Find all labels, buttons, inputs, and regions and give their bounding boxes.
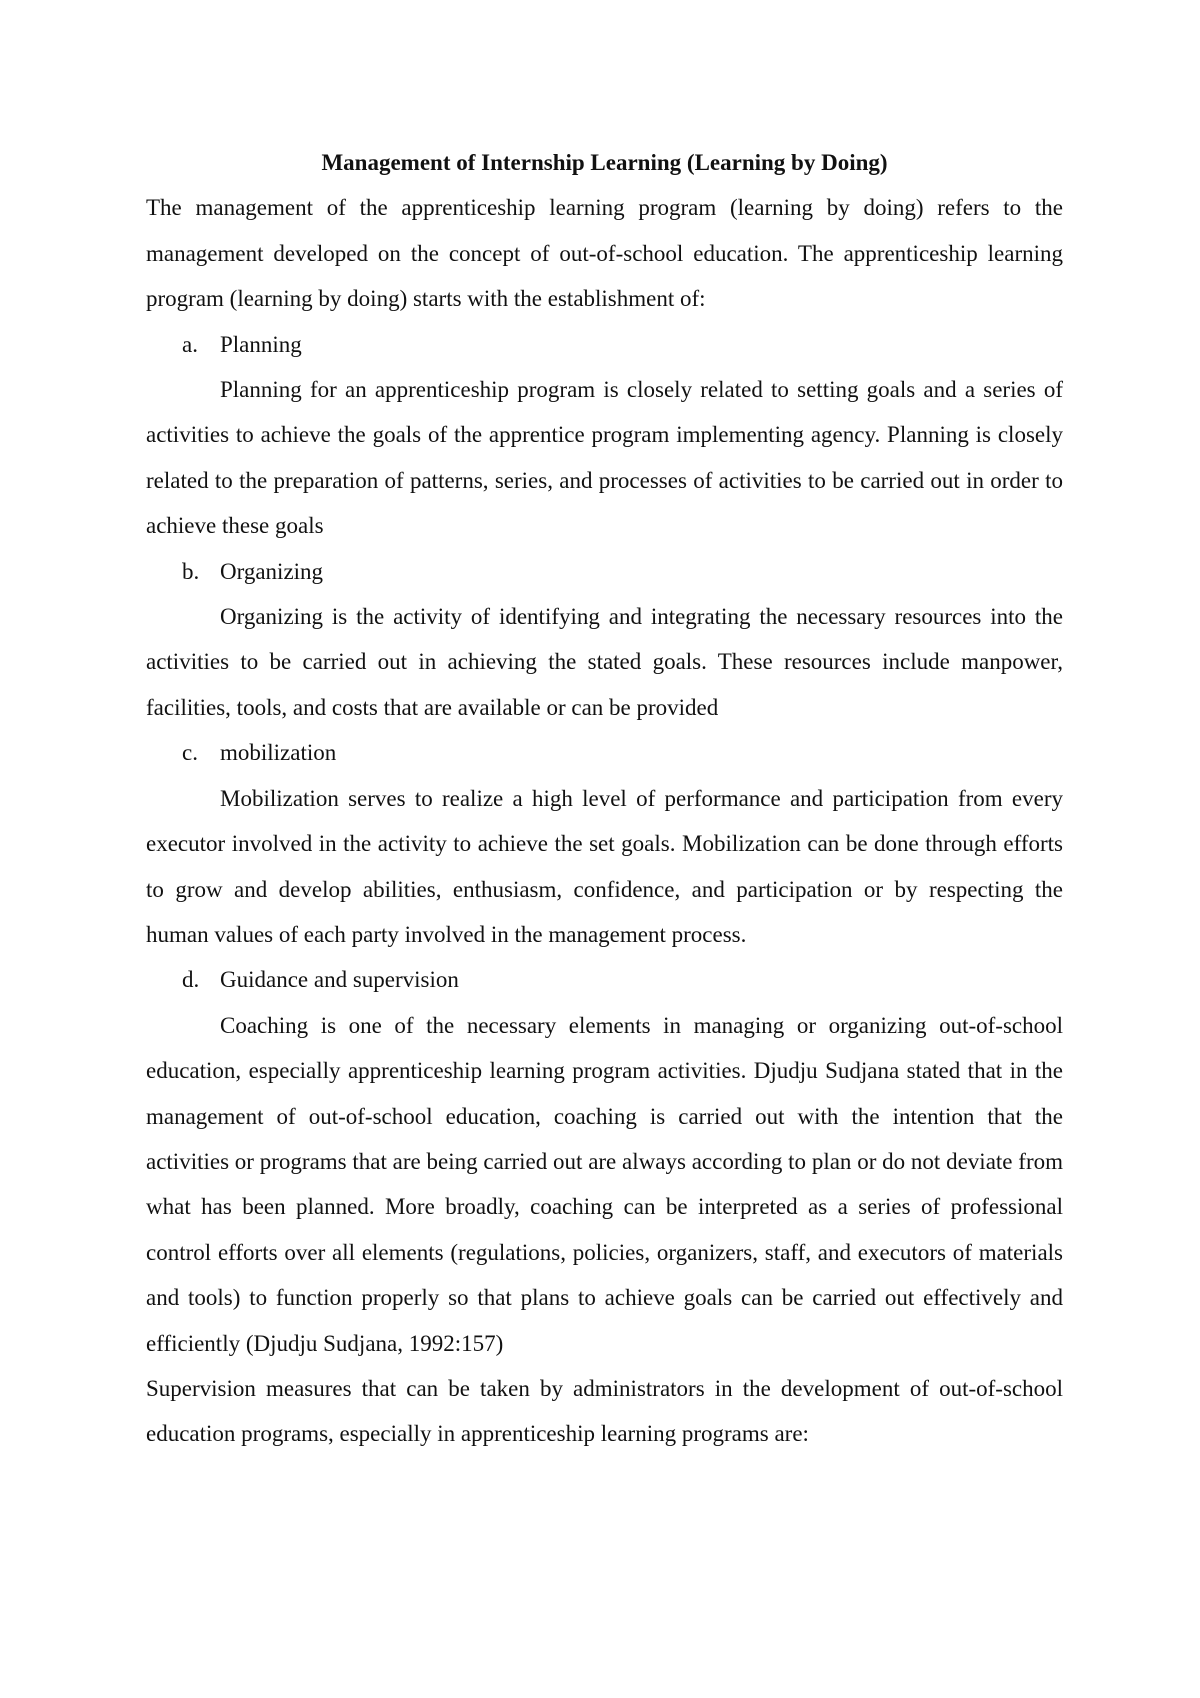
section-d-title: Guidance and supervision (220, 967, 459, 993)
section-c-letter: c. (182, 740, 198, 766)
section-a-letter: a. (182, 331, 198, 357)
section-c-title: mobilization (220, 740, 337, 766)
section-d-body: Coaching is one of the necessary elements in managing or organizing out-of-school education, especially apprenticeship learning program activities. Djudju Sudjana stated that in the management of out-of-school education, coaching is carried out with the intention that the activities or programs that are being carried out are always according to plan or do not deviate from what has been planned. More broadly, coaching can be interpreted as a series of professional control efforts over all elements (regulations, policies, organizers, staff, and executors of materials and tools) to function properly so that plans to achieve goals can be carried out effectively and efficiently (Djudju Sudjana, 1992:157) (146, 1012, 1063, 1356)
closing-paragraph: Supervision measures that can be taken by administrators in the development of out-of-school education programs, especially in apprenticeship learning programs are: (146, 1375, 1063, 1447)
section-d-heading (146, 957, 1063, 1002)
section-c-body: Mobilization serves to realize a high level of performance and participation from every executor involved in the activity to achieve the set goals. Mobilization can be done through efforts to grow and develop abilities, enthusiasm, confidence, and participation or by respecting the human values of each party involved in the management process. (146, 785, 1063, 947)
section-b-heading (146, 549, 1063, 594)
section-b-body: Organizing is the activity of identifying and integrating the necessary resources into the activities to be carried out in achieving the stated goals. These resources include manpower, facilities, tools, and costs that are available or can be provided (146, 604, 1063, 720)
section-d-letter: d. (182, 967, 200, 993)
section-a-title: Planning (220, 331, 302, 357)
section-b-letter: b. (182, 558, 200, 584)
document-page (146, 140, 1063, 1457)
section-c-heading (146, 730, 1063, 775)
section-b-title: Organizing (220, 558, 324, 584)
document-title: Management of Internship Learning (Learning by Doing) (321, 150, 888, 175)
intro-paragraph: The management of the apprenticeship learning program (learning by doing) refers to the management developed on the concept of out-of-school education. The apprenticeship learning program (learning by doing) starts with the establishment of: (146, 195, 1063, 312)
section-a-heading (146, 322, 1063, 367)
section-a-body: Planning for an apprenticeship program is closely related to setting goals and a series of activities to achieve the goals of the apprentice program implementing agency. Planning is closely related to the preparation of patterns, series, and processes of activities to be carried out in order to achieve these goals (146, 377, 1063, 539)
